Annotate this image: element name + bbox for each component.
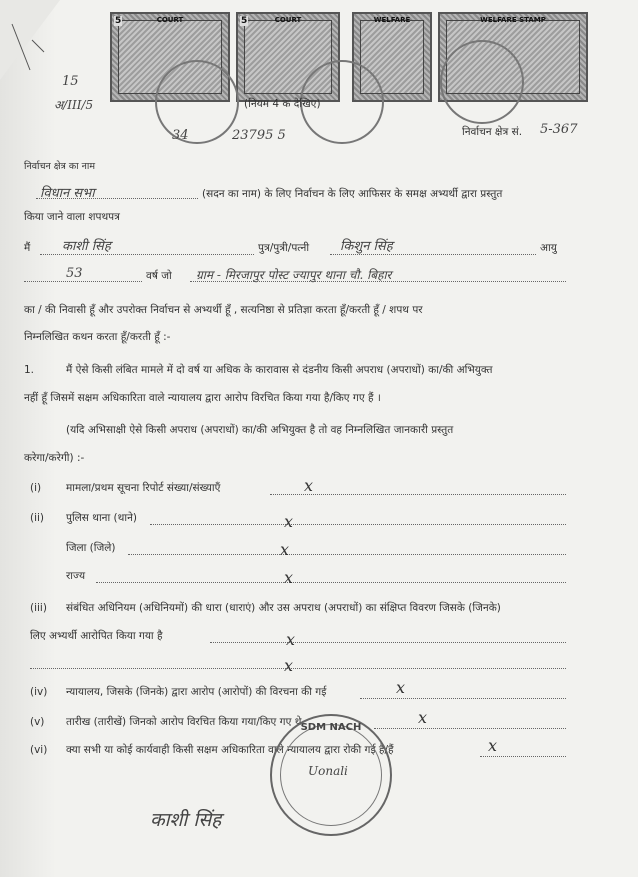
folded-corner (0, 0, 60, 80)
para1-line-1: मैं ऐसे किसी लंबित मामले में दो वर्ष या अधिक के कारावास से दंडनीय किसी अपराध (अपराधों) का/की अभियुक्त (66, 364, 493, 376)
item-i-number: (i) (30, 482, 42, 494)
item-ii-label: पुलिस थाना (थाने) (66, 512, 138, 524)
constituency-no-value: 5-367 (540, 122, 578, 137)
item-vi-number: (vi) (30, 744, 48, 756)
state-value: x (284, 568, 294, 587)
item-v-value: x (418, 708, 428, 727)
official-seal (270, 714, 392, 836)
seal-signature: Uonali (308, 764, 348, 778)
stamp-denomination: 5 (115, 16, 122, 26)
age-value: 53 (66, 266, 83, 281)
item-iii-value-2: x (284, 656, 294, 675)
constituency-no-label: निर्वाचन क्षेत्र सं. (462, 126, 523, 138)
address-value: ग्राम - मिरजापुर पोस्ट ज्यापुर थाना चौ. बिहार (196, 268, 392, 282)
deponent-name: काशी सिंह (62, 239, 111, 254)
fill-line (210, 642, 566, 643)
fill-line (374, 728, 566, 729)
fill-line (40, 254, 254, 255)
age-label: आयु (540, 242, 557, 254)
stamp-label: COURT (274, 16, 302, 24)
postmark-ring (440, 40, 524, 124)
fill-line (30, 668, 566, 669)
item-iii-label: संबंधित अधिनियम (अधिनियमों) की धारा (धाराएं) और उस अपराध (अपराधों) का संक्षिप्त विवरण जिसके (जिनके) (66, 602, 501, 614)
item-v-number: (v) (30, 716, 45, 728)
stamp-number: 34 (172, 128, 189, 143)
stamp-label: WELFARE STAMP (480, 16, 546, 24)
item-iii-label-2: लिए अभ्यर्थी आरोपित किया गया है (30, 630, 163, 642)
seal-text: SDM NACH (300, 722, 362, 733)
para1-line-2: नहीं हूँ जिसमें सक्षम अधिकारिता वाले न्यायालय द्वारा आरोप विरचित किया गया है/किए गए हैं । (24, 392, 381, 404)
intro-line-1: का / की निवासी हूँ और उपरोक्त निर्वाचन से अभ्यर्थी हूँ , सत्यनिष्ठा से प्रतिज्ञा करता हूँ/करती हूँ / शपथ पर (24, 304, 423, 316)
scan-edge (0, 0, 56, 877)
para2-line-1: (यदि अभिसाक्षी ऐसे किसी अपराध (अपराधों) का/की अभियुक्त है तो वह निम्नलिखित जानकारी प्रस्तुत (66, 424, 454, 436)
item-vi-value: x (488, 736, 498, 755)
margin-ref: 15 (62, 74, 79, 89)
fill-line (330, 254, 536, 255)
item-vi-label: क्या सभी या कोई कार्यवाही किसी सक्षम अधिकारिता वाले न्यायालय द्वारा रोकी गई है/हैं (66, 744, 394, 756)
relation-label: पुत्र/पुत्री/पत्नी (258, 242, 310, 254)
years-label: वर्ष जो (146, 270, 172, 282)
house-clause-2: किया जाने वाला शपथपत्र (24, 211, 120, 223)
deponent-signature: काशी सिंह (150, 809, 222, 831)
item-i-value: x (304, 476, 314, 495)
stamp-label: WELFARE (373, 16, 411, 24)
house-clause: (सदन का नाम) के लिए निर्वाचन के लिए आफिसर के समक्ष अभ्यर्थी द्वारा प्रस्तुत (202, 188, 503, 200)
father-name: किशुन सिंह (340, 239, 393, 254)
district-label: जिला (जिले) (66, 542, 116, 554)
item-ii-value: x (284, 512, 294, 531)
stamp-label: COURT (156, 16, 184, 24)
item-iii-number: (iii) (30, 602, 47, 614)
fill-line (360, 698, 566, 699)
rule-reference: (नियम 4 क देखिए) (244, 98, 321, 110)
fill-line (36, 198, 198, 199)
left-reference: अ/III/5 (54, 98, 94, 112)
district-value: x (280, 540, 290, 559)
postmark-ring (155, 60, 239, 144)
fill-line (24, 281, 142, 282)
house-name: विधान सभा (40, 186, 95, 201)
fill-line (128, 554, 566, 555)
item-v-label: तारीख (तारीखें) जिनको आरोप विरचित किया गया/किए गए थे (66, 716, 302, 728)
item-iv-number: (iv) (30, 686, 48, 698)
para2-line-2: करेगा/करेगी) :- (24, 452, 85, 464)
fill-line (96, 582, 566, 583)
item-i-label: मामला/प्रथम सूचना रिपोर्ट संख्या/संख्याएँ (66, 482, 221, 494)
fill-line (190, 281, 566, 282)
state-label: राज्य (66, 570, 86, 582)
deponent-prefix: मैं (24, 242, 31, 254)
stamp-denomination: 5 (241, 16, 248, 26)
para1-number: 1. (24, 364, 35, 376)
item-ii-number: (ii) (30, 512, 45, 524)
serial-number: 23795 5 (232, 128, 286, 143)
fill-line (480, 756, 566, 757)
item-iv-label: न्यायालय, जिसके (जिनके) द्वारा आरोप (आरोपों) की विरचना की गई (66, 686, 327, 698)
fill-line (150, 524, 566, 525)
constituency-name-label: निर्वाचन क्षेत्र का नाम (24, 161, 96, 172)
item-iv-value: x (396, 678, 406, 697)
item-iii-value: x (286, 630, 296, 649)
fill-line (270, 494, 566, 495)
intro-line-2: निम्नलिखित कथन करता हूँ/करती हूँ :- (24, 331, 171, 343)
